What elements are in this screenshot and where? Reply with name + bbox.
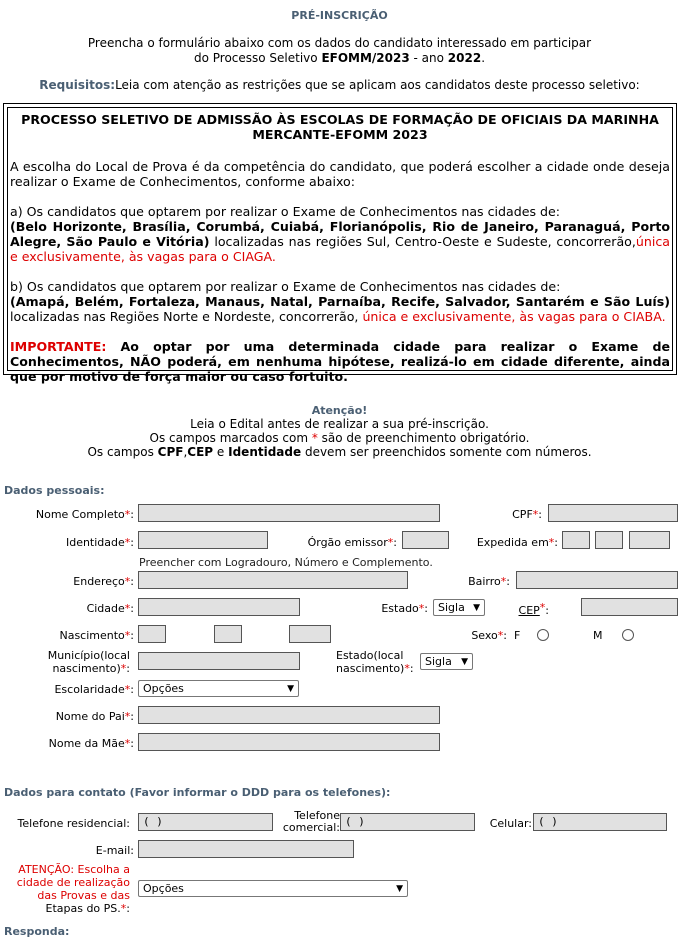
page-title: PRÉ-INSCRIÇÃO [291, 9, 388, 22]
identidade-label: Identidade*: [65, 536, 134, 549]
responda-title: Responda: [4, 925, 70, 938]
estado-nasc-label: Estado(local nascimento)*: [336, 649, 414, 675]
orgao-label: Órgão emissor*: [307, 536, 397, 549]
notice-a: a) Os candidatos que optarem por realizar o Exame de Conhecimentos nas cidades de: (Belo Horizonte, Brasília, Corumbá, Cuiabá, Florianópolis, Rio de Janeiro, Paranaguá, Porto Alegre, São Paulo e Vitória) localizadas nas regiões Sul, Centro-Oeste e Sudeste, concorrerão,única e exclusivamente, às vagas para o CIAGA. [10, 204, 670, 264]
endereco-input[interactable] [138, 571, 408, 589]
chevron-down-icon: ▼ [461, 656, 468, 667]
attention-title: Atenção! [311, 404, 368, 417]
nascimento-year-input[interactable] [289, 625, 331, 643]
celular-input[interactable]: ( ) [533, 813, 667, 831]
sexo-m-radio[interactable] [622, 629, 634, 641]
cidade-label: Cidade*: [86, 602, 134, 615]
mae-label: Nome da Mãe*: [48, 737, 134, 750]
chevron-down-icon: ▼ [473, 602, 480, 613]
attention-text: Leia o Edital antes de realizar a sua pré-inscrição. Os campos marcados com * são de preenchimento obrigatório. Os campos CPF,CEP e Identidade devem ser preenchidos somente com números. [87, 417, 592, 459]
celular-label: Celular: [489, 817, 532, 830]
pai-label: Nome do Pai*: [55, 710, 134, 723]
sexo-m-label: M [593, 629, 603, 642]
address-hint: Preencher com Logradouro, Número e Complemento. [139, 556, 433, 569]
pai-input[interactable] [138, 706, 440, 724]
notice-title: PROCESSO SELETIVO DE ADMISSÃO ÀS ESCOLAS DE FORMAÇÃO DE OFICIAIS DA MARINHA MERCANTE-EFOMM 2023 [21, 112, 659, 142]
identidade-input[interactable] [138, 531, 268, 549]
orgao-input[interactable] [402, 531, 449, 549]
tel-res-label: Telefone residencial: [17, 817, 130, 830]
escolaridade-select[interactable]: Opções ▼ [138, 680, 299, 697]
bairro-label: Bairro*: [468, 575, 510, 588]
endereco-label: Endereço*: [73, 575, 134, 588]
municipio-label: Município(local nascimento)*: [47, 649, 130, 675]
notice-box [3, 103, 677, 384]
requirements-text: Leia com atenção as restrições que se aplicam aos candidatos deste processo seletivo: [115, 78, 640, 92]
nascimento-label: Nascimento*: [59, 629, 134, 642]
chevron-down-icon: ▼ [396, 883, 403, 894]
sexo-f-label: F [514, 629, 521, 642]
expedida-month-input[interactable] [595, 531, 623, 549]
notice-b: b) Os candidatos que optarem por realizar o Exame de Conhecimentos nas cidades de: (Amapá, Belém, Fortaleza, Manaus, Natal, Parnaíba, Recife, Salvador, Santarém e São Luís) localizadas nas Regiões Norte e Nordeste, concorrerão, única e exclusivamente, às vagas para o CIABA. [10, 279, 670, 324]
cidade-prova-label: ATENÇÃO: Escolha a cidade de realização das Provas e das Etapas do PS.*: [16, 863, 130, 915]
intro-text [0, 36, 679, 66]
tel-com-label: Telefone comercial: [282, 809, 340, 834]
chevron-down-icon: ▼ [287, 683, 294, 694]
expedida-year-input[interactable] [629, 531, 670, 549]
nascimento-month-input[interactable] [214, 625, 242, 643]
municipio-input[interactable] [138, 652, 300, 670]
email-input[interactable] [138, 840, 354, 858]
expedida-label: Expedida em*: [476, 536, 558, 549]
nascimento-day-input[interactable] [138, 625, 166, 643]
tel-res-input[interactable]: ( ) [138, 813, 273, 831]
estado-label: Estado*: [381, 602, 428, 615]
cep-label: CEP*: [518, 601, 549, 617]
personal-section-title: Dados pessoais: [4, 484, 105, 497]
escolaridade-label: Escolaridade*: [54, 683, 134, 696]
cidade-prova-select[interactable]: Opções ▼ [138, 880, 408, 897]
contact-section-title: Dados para contato (Favor informar o DDD para os telefones): [4, 786, 391, 799]
tel-com-input[interactable]: ( ) [340, 813, 475, 831]
sexo-label: Sexo*: [471, 629, 507, 642]
bairro-input[interactable] [516, 571, 678, 589]
intro-line1: Preencha o formulário abaixo com os dados do candidato interessado em participar [87, 36, 592, 50]
cep-input[interactable] [581, 598, 678, 616]
nome-label: Nome Completo*: [35, 508, 134, 521]
cidade-input[interactable] [138, 598, 300, 616]
mae-input[interactable] [138, 733, 440, 751]
notice-p1: A escolha do Local de Prova é da competência do candidato, que poderá escolher a cidade onde deseja realizar o Exame de Conhecimentos, conforme abaixo: [10, 159, 670, 189]
cpf-label: CPF*: [512, 508, 542, 521]
requirements-label: Requisitos: [39, 78, 116, 92]
requirements [0, 78, 679, 92]
nome-input[interactable] [138, 504, 440, 522]
notice-important: IMPORTANTE: Ao optar por uma determinada cidade para realizar o Exame de Conhecimentos, NÃO poderá, em nenhuma hipótese, realizá-lo em cidade diferente, ainda que por motivo de força maior ou caso fortuito. [10, 339, 670, 384]
estado-select[interactable]: Sigla ▼ [433, 599, 485, 616]
email-label: E-mail: [95, 844, 134, 857]
estado-nasc-select[interactable]: Sigla ▼ [420, 653, 473, 670]
intro-line2: do Processo Seletivo EFOMM/2023 - ano 2022. [193, 51, 486, 65]
expedida-day-input[interactable] [562, 531, 590, 549]
cpf-input[interactable] [548, 504, 678, 522]
sexo-f-radio[interactable] [537, 629, 549, 641]
